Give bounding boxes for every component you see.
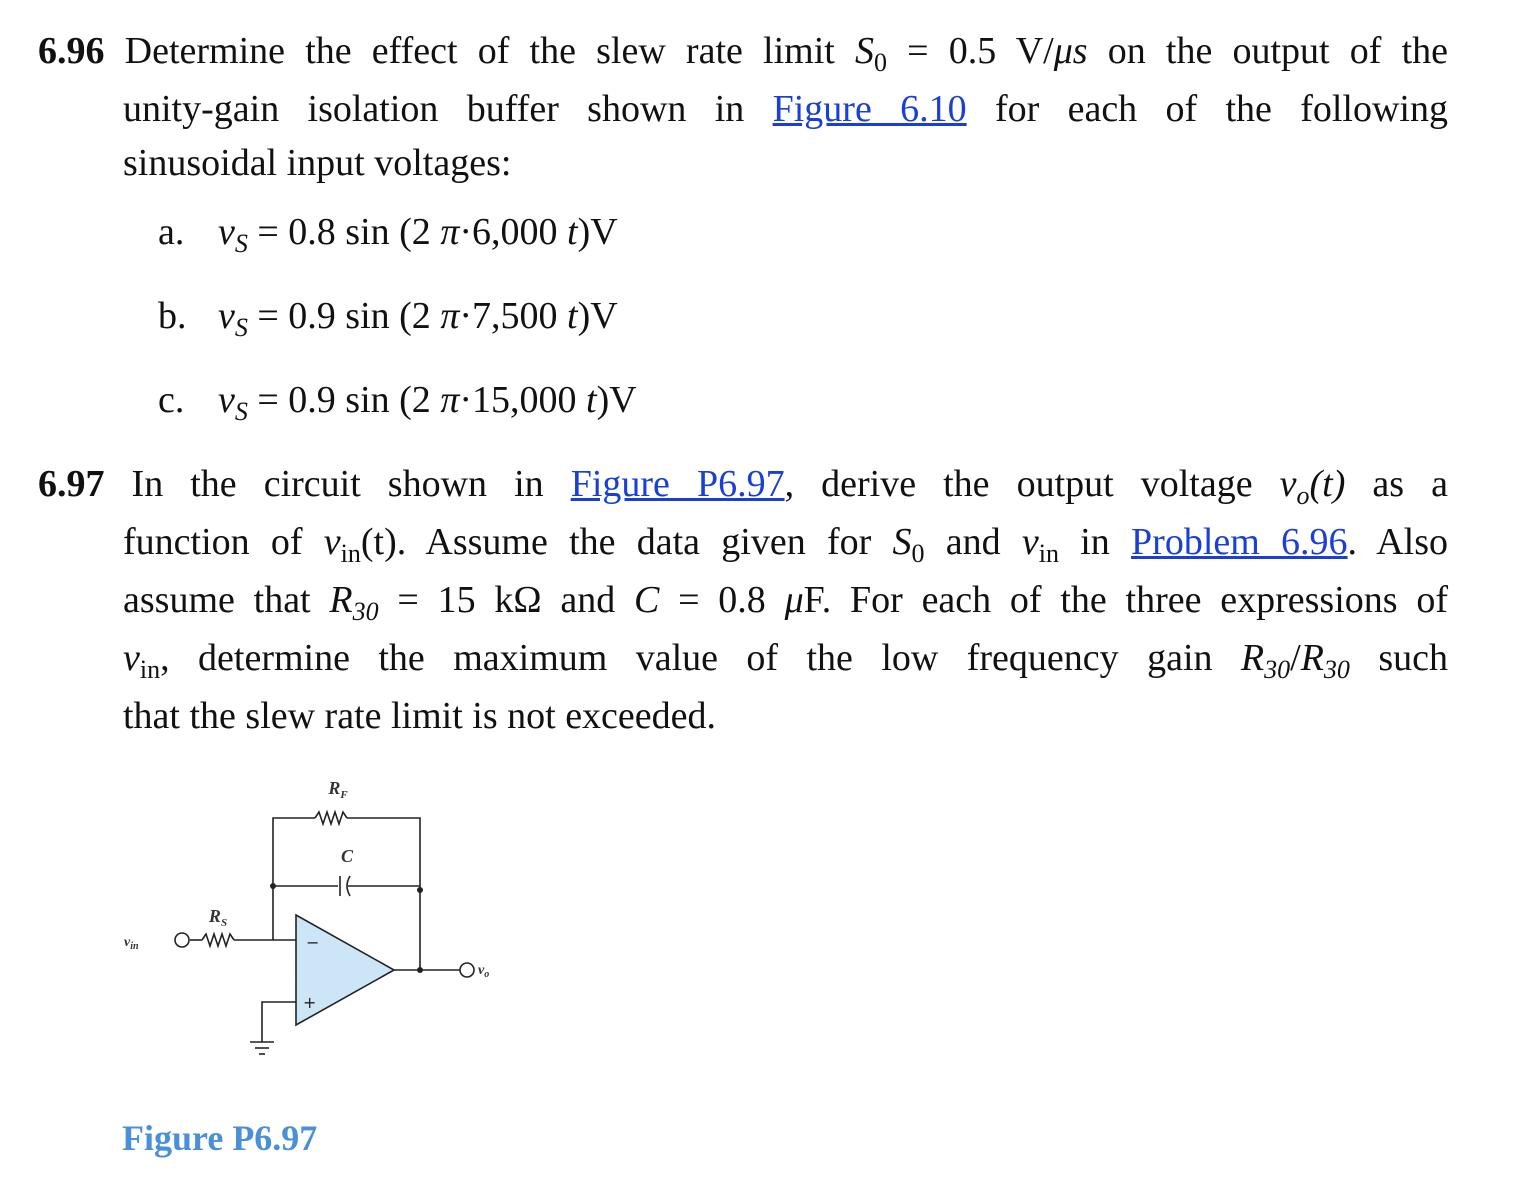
vin-label: $v_{in}$ — [124, 935, 139, 952]
minus-sign: − — [306, 933, 320, 952]
node-dot-output — [417, 967, 423, 973]
rs-label: $R_S$ — [208, 906, 228, 929]
item-a: a. $v_S = 0.8$ sin (2 π·6,000 t)V — [158, 211, 618, 258]
output-wire — [420, 890, 460, 970]
problem-number: 6.97 — [38, 463, 105, 505]
rf-right-wire — [347, 818, 420, 890]
p96-line-3: sinusoidal input voltages: — [123, 142, 512, 184]
noninv-ground-wire — [262, 1002, 296, 1042]
problem-6-96-link[interactable]: Problem 6.96 — [1131, 521, 1348, 563]
c-label: C — [340, 846, 354, 866]
p97-line-5: that the slew rate limit is not exceeded. — [123, 695, 717, 737]
rf-label: $R_F$ — [328, 778, 348, 801]
figure-6-10-link[interactable]: Figure 6.10 — [772, 88, 967, 130]
p96-line-1: 6.96 Determine the effect of the slew rate limit $S_0 = 0.5$ V/μs on the output of the — [38, 30, 1449, 77]
p97-line-1: 6.97 In the circuit shown in Figure P6.97, derive the output voltage $v_o(t)$ as a — [38, 463, 1448, 510]
vo-label: $v_o$ — [478, 963, 490, 980]
item-b: b. $v_S = 0.9$ sin (2 π·7,500 t)V — [158, 295, 618, 342]
item-c: c. $v_S = 0.9$ sin (2 π·15,000 t)V — [158, 379, 637, 426]
p97-line-3: assume that $R_{30} = 15$ kΩ and C = 0.8 μF. For each of the three expressions of — [123, 579, 1448, 626]
problem-6-96 — [38, 22, 1448, 188]
vo-terminal — [460, 963, 474, 977]
problem-number: 6.96 — [38, 30, 105, 72]
problem-6-97 — [38, 455, 1448, 745]
vin-terminal — [175, 933, 189, 947]
p97-line-4: $v_{in}$, determine the maximum value of the low frequency gain $R_{30}/R_{30}$ such — [123, 637, 1448, 684]
circuit-figure — [110, 770, 510, 1090]
node-dot-left — [270, 883, 276, 889]
plus-sign: + — [303, 993, 317, 1012]
p97-line-2: function of $v_{in}(t)$. Assume the data given for $S_0$ and $v_{in}$ in Problem 6.96. Also — [123, 521, 1448, 568]
figure-p6-97-link[interactable]: Figure P6.97 — [570, 463, 785, 505]
p96-line-2: unity-gain isolation buffer shown in Figure 6.10 for each of the following — [123, 88, 1448, 130]
rf-left-wire — [273, 818, 315, 886]
figure-caption: Figure P6.97 — [122, 1118, 318, 1158]
node-dot-right — [417, 887, 423, 893]
rs-resistor — [202, 934, 234, 946]
rf-resistor — [315, 812, 347, 824]
